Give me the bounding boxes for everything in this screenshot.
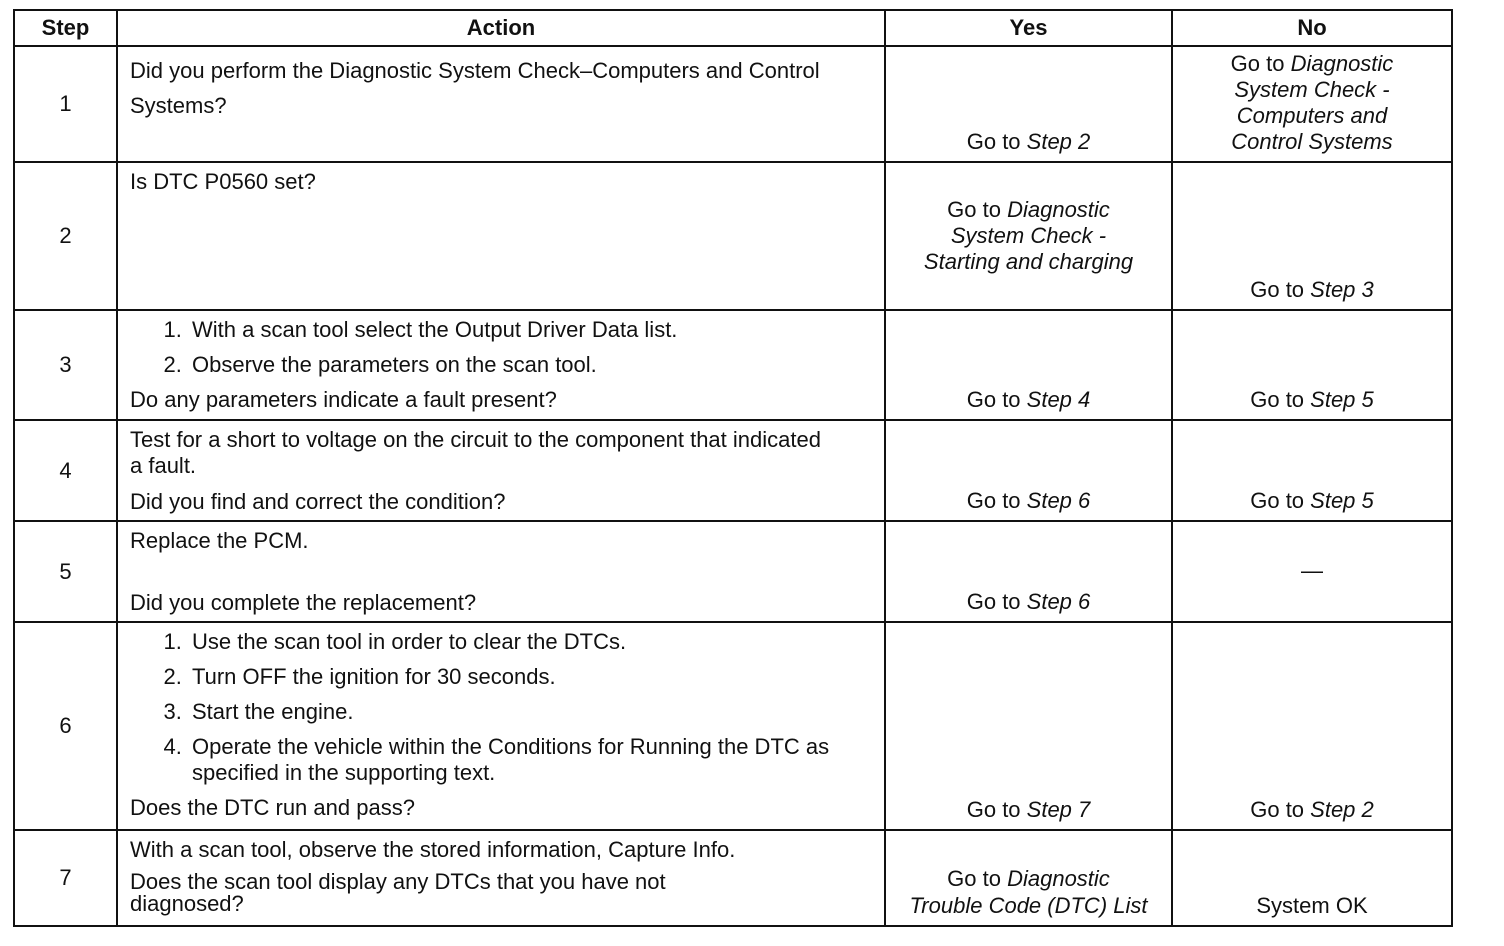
table-row bbox=[14, 521, 1452, 622]
yes-prefix: Go to bbox=[966, 387, 1027, 412]
step-number: 6 bbox=[14, 622, 117, 830]
action-steps-list bbox=[130, 317, 874, 378]
action-cell bbox=[117, 46, 885, 162]
action-cell bbox=[117, 162, 885, 310]
yes-prefix: Go to bbox=[966, 589, 1027, 614]
table-row bbox=[14, 162, 1452, 310]
no-link[interactable]: Step 2 bbox=[1310, 797, 1374, 822]
action-question: Does the DTC run and pass? bbox=[130, 795, 415, 820]
yes-link[interactable]: Step 4 bbox=[1026, 387, 1091, 412]
action-cell bbox=[117, 830, 885, 926]
diagnostic-table bbox=[13, 9, 1453, 927]
action-steps-list bbox=[130, 629, 874, 786]
yes-link[interactable]: Step 6 bbox=[1026, 488, 1091, 513]
step-number: 3 bbox=[14, 310, 117, 420]
no-prefix: Go to bbox=[1230, 51, 1291, 76]
yes-link[interactable]: Step 7 bbox=[1026, 797, 1091, 822]
header-row bbox=[14, 10, 1452, 46]
no-prefix: Go to bbox=[1250, 797, 1311, 822]
action-text: Replace the PCM. bbox=[130, 528, 309, 553]
yes-link[interactable]: Step 2 bbox=[1026, 129, 1091, 154]
action-question: Did you find and correct the condition? bbox=[130, 489, 506, 514]
no-link[interactable]: Step 5 bbox=[1310, 488, 1374, 513]
list-item: 2. Turn OFF the ignition for 30 seconds. bbox=[188, 664, 834, 690]
action-cell bbox=[117, 622, 885, 830]
yes-prefix: Go to bbox=[966, 797, 1027, 822]
list-item: 1. With a scan tool select the Output Driver Data list. bbox=[188, 317, 874, 343]
no-cell bbox=[1172, 46, 1452, 162]
table-row bbox=[14, 622, 1452, 830]
action-text: Test for a short to voltage on the circuit to the component that indicated a fault. bbox=[130, 427, 821, 478]
no-cell bbox=[1172, 310, 1452, 420]
no-dash: — bbox=[1301, 557, 1323, 583]
no-prefix: Go to bbox=[1250, 488, 1311, 513]
yes-cell bbox=[885, 521, 1172, 622]
action-question: Do any parameters indicate a fault present? bbox=[130, 387, 557, 412]
yes-prefix: Go to bbox=[966, 488, 1027, 513]
yes-prefix: Go to bbox=[966, 129, 1027, 154]
no-cell bbox=[1172, 622, 1452, 830]
no-cell bbox=[1172, 420, 1452, 521]
table-row bbox=[14, 310, 1452, 420]
yes-prefix: Go to bbox=[947, 197, 1008, 222]
step-number: 2 bbox=[14, 162, 117, 310]
action-question: Did you complete the replacement? bbox=[130, 590, 477, 615]
step-number: 4 bbox=[14, 420, 117, 521]
header-action: Action bbox=[117, 10, 885, 46]
yes-cell bbox=[885, 830, 1172, 926]
no-status: System OK bbox=[1256, 893, 1368, 918]
table-row bbox=[14, 46, 1452, 162]
yes-prefix: Go to bbox=[947, 866, 1008, 891]
list-item: 4. Operate the vehicle within the Conditions for Running the DTC as specified in the supporting text. bbox=[188, 734, 834, 786]
header-step: Step bbox=[14, 10, 117, 46]
action-cell bbox=[117, 521, 885, 622]
table-row bbox=[14, 830, 1452, 926]
action-text: Is DTC P0560 set? bbox=[130, 169, 316, 194]
list-item: 2. Observe the parameters on the scan tool. bbox=[188, 352, 874, 378]
action-cell bbox=[117, 420, 885, 521]
step-number: 5 bbox=[14, 521, 117, 622]
no-cell bbox=[1172, 521, 1452, 622]
no-link[interactable]: Step 5 bbox=[1310, 387, 1374, 412]
action-text: With a scan tool, observe the stored information, Capture Info. bbox=[130, 837, 736, 862]
step-number: 1 bbox=[14, 46, 117, 162]
yes-cell bbox=[885, 622, 1172, 830]
yes-cell bbox=[885, 310, 1172, 420]
list-item: 1. Use the scan tool in order to clear the DTCs. bbox=[188, 629, 834, 655]
no-prefix: Go to bbox=[1250, 387, 1311, 412]
no-prefix: Go to bbox=[1250, 277, 1311, 302]
no-link[interactable]: Step 3 bbox=[1310, 277, 1374, 302]
no-cell bbox=[1172, 830, 1452, 926]
action-text: Did you perform the Diagnostic System Check–Computers and Control Systems? bbox=[130, 58, 820, 118]
yes-link[interactable]: Step 6 bbox=[1026, 589, 1091, 614]
list-item: 3. Start the engine. bbox=[188, 699, 834, 725]
action-cell bbox=[117, 310, 885, 420]
yes-link[interactable]: Diagnostic System Check - Starting and charging bbox=[923, 197, 1134, 274]
yes-cell bbox=[885, 162, 1172, 310]
action-question: Does the scan tool display any DTCs that you have not diagnosed? bbox=[130, 869, 666, 916]
yes-link[interactable]: Diagnostic Trouble Code (DTC) List bbox=[909, 866, 1148, 918]
step-number: 7 bbox=[14, 830, 117, 926]
no-cell bbox=[1172, 162, 1452, 310]
header-yes: Yes bbox=[885, 10, 1172, 46]
yes-cell bbox=[885, 420, 1172, 521]
table-row bbox=[14, 420, 1452, 521]
header-no: No bbox=[1172, 10, 1452, 46]
no-link[interactable]: Diagnostic System Check - Computers and Control Systems bbox=[1231, 51, 1394, 154]
yes-cell bbox=[885, 46, 1172, 162]
